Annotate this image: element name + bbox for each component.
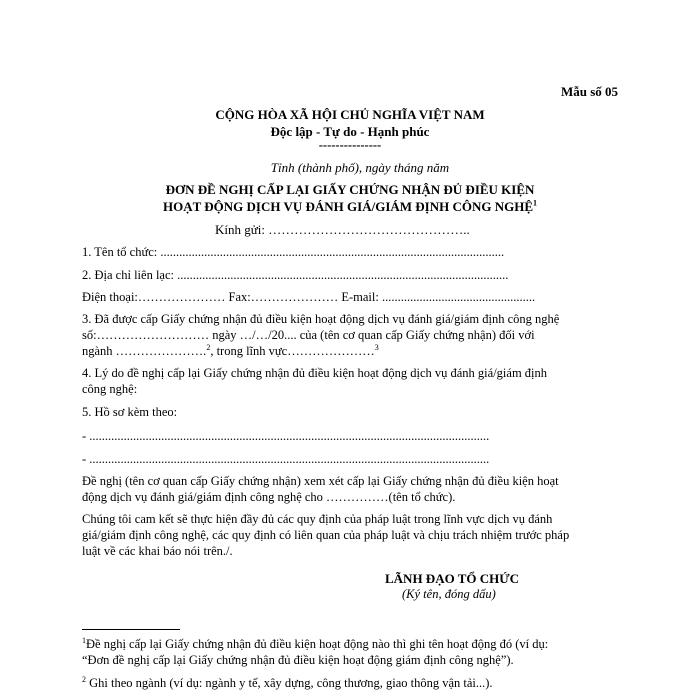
footnote-ref-3: 3	[374, 342, 379, 352]
signature-title: LÃNH ĐẠO TỔ CHỨC	[385, 571, 519, 586]
attachment-line-1: - ................................................................................................................................	[82, 429, 490, 443]
item3-line3	[82, 344, 379, 359]
contact-field: Điện thoại:………………… Fax:………………… E-mail: .................................................	[82, 290, 536, 304]
place-date: Tỉnh (thành phố), ngày tháng năm	[270, 160, 450, 175]
footnote-1-line2: “Đơn đề nghị cấp lại Giấy chứng nhận đủ điều kiện hoạt động giám định công nghệ”).	[82, 653, 514, 667]
item4-line2: công nghệ:	[82, 382, 138, 396]
addressee: Kính gửi: ………………………………………..	[215, 222, 470, 237]
address-field: 2. Địa chỉ liên lạc: ..........................................................................................................	[82, 268, 509, 282]
attachment-line-2: - ................................................................................................................................	[82, 452, 490, 466]
attachments-heading: 5. Hồ sơ kèm theo:	[82, 405, 178, 419]
country-name: CỘNG HÒA XÃ HỘI CHỦ NGHĨA VIỆT NAM	[215, 107, 485, 122]
document-title-line1: ĐƠN ĐỀ NGHỊ CẤP LẠI GIẤY CHỨNG NHẬN ĐỦ ĐIỀU KIỆN	[165, 182, 535, 197]
request-line2: động dịch vụ đánh giá/giám định công nghệ cho ……………(tên tổ chức).	[82, 490, 456, 504]
footnote-rule	[82, 629, 180, 630]
item3-line2: số:……………………… ngày …/…/20.... của (tên cơ quan cấp Giấy chứng nhận) đối với	[82, 328, 535, 342]
footnote-1-line1	[82, 637, 548, 652]
document-title-line2	[0, 199, 700, 215]
org-name-field: 1. Tên tổ chức: ..............................................................................................................	[82, 245, 505, 259]
industry-field: ngành ………………….	[82, 344, 207, 358]
motto: Độc lập - Tự do - Hạnh phúc	[270, 124, 430, 139]
footnote-2-mark: 2	[82, 674, 86, 684]
signature-note: (Ký tên, đóng dấu)	[402, 587, 496, 601]
footnote-2-text: Ghi theo ngành (ví dụ: ngành y tế, xây dựng, công thương, giao thông vận tải...).	[86, 676, 493, 690]
commitment-line3: luật về các khai báo nói trên./.	[82, 544, 233, 558]
footnote-ref-2: 2	[206, 342, 211, 352]
form-number: Mẫu số 05	[560, 84, 618, 99]
commitment-line2: giá/giám định công nghệ, các quy định có liên quan của pháp luật và chịu trách nhiệm trước pháp	[82, 528, 570, 542]
footnote-ref-1: 1	[533, 198, 538, 208]
footnote-1-mark: 1	[82, 635, 86, 645]
item3-line1: 3. Đã được cấp Giấy chứng nhận đủ điều kiện hoạt động dịch vụ đánh giá/giám định công nghệ	[82, 312, 560, 326]
field-area: , trong lĩnh vực…………………	[210, 344, 375, 358]
item4-line1: 4. Lý do đề nghị cấp lại Giấy chứng nhận đủ điều kiện hoạt động dịch vụ đánh giá/giám định	[82, 366, 548, 380]
header-separator: ---------------	[318, 138, 382, 152]
footnote-1-text: Đề nghị cấp lại Giấy chứng nhận đủ điều kiện hoạt động nào thì ghi tên hoạt động đó (ví dụ:	[86, 637, 549, 651]
document-title-text: HOẠT ĐỘNG DỊCH VỤ ĐÁNH GIÁ/GIÁM ĐỊNH CÔNG NGHỆ	[162, 199, 534, 214]
footnote-2	[82, 676, 493, 691]
commitment-line1: Chúng tôi cam kết sẽ thực hiện đầy đủ các quy định của pháp luật trong lĩnh vực dịch vụ đánh	[82, 512, 553, 526]
request-line1: Đề nghị (tên cơ quan cấp Giấy chứng nhận) xem xét cấp lại Giấy chứng nhận đủ điều kiện hoạt	[82, 474, 559, 488]
